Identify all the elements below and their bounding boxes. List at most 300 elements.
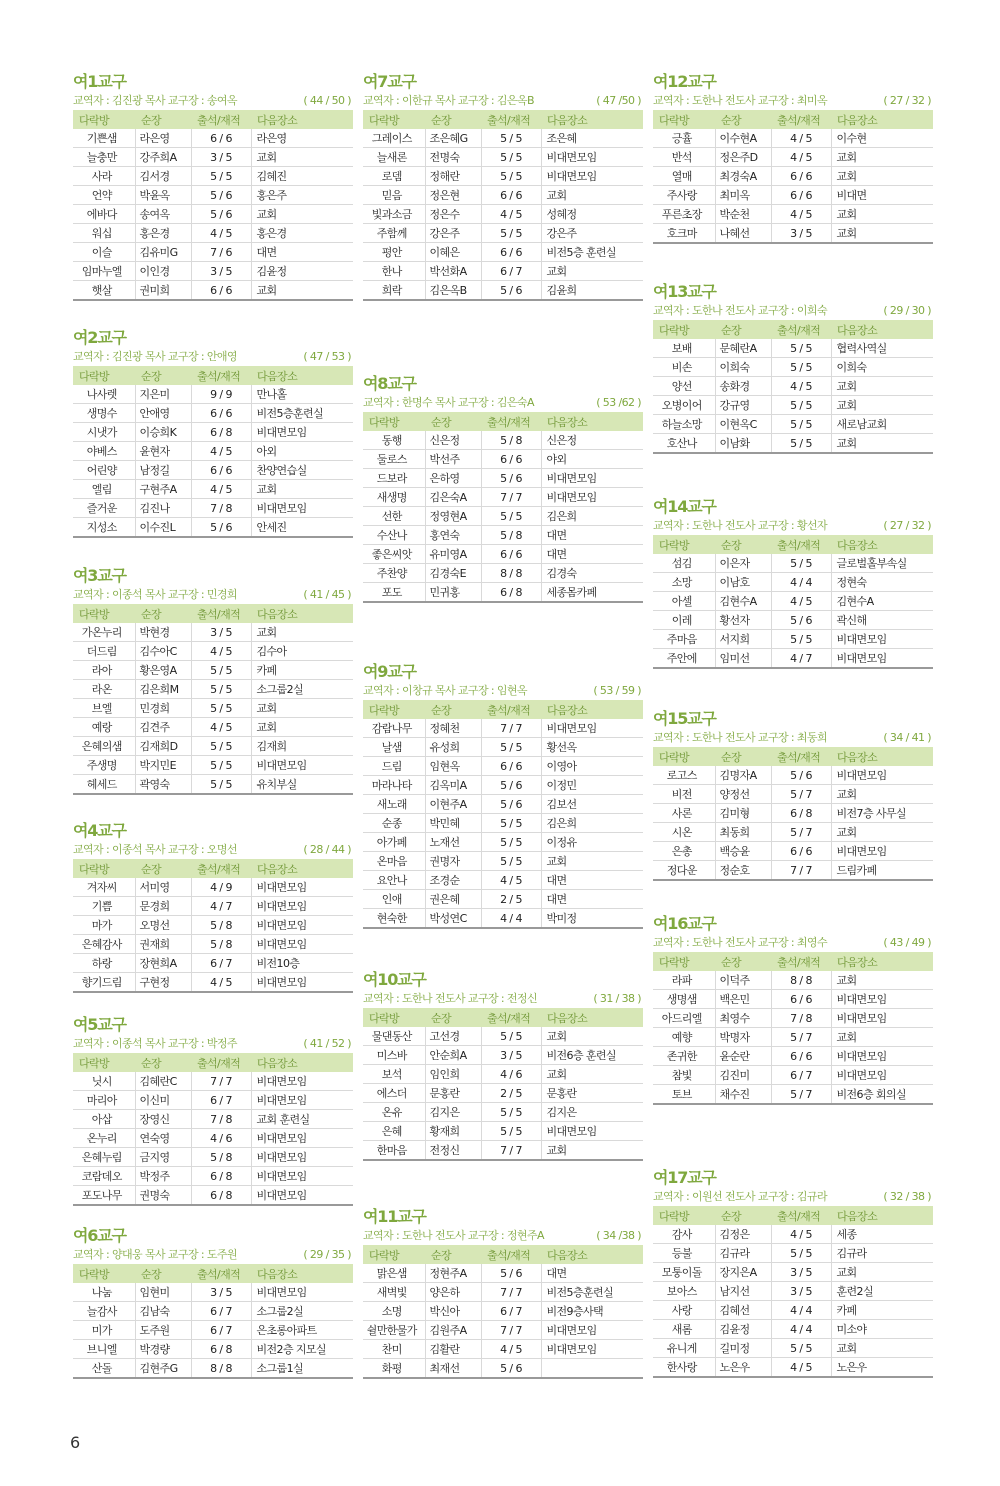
group-name-cell: 인애 <box>363 890 425 909</box>
group-name-cell: 모퉁이돌 <box>653 1263 715 1282</box>
table-header-cell: 출석/재적 <box>191 1053 251 1072</box>
table-row <box>363 526 643 545</box>
table-row <box>363 719 643 738</box>
leader-cell: 박선화A <box>425 262 481 281</box>
group-name-cell: 온유 <box>363 1103 425 1122</box>
group-name-cell: 선한 <box>363 507 425 526</box>
next-place-cell: 김경숙 <box>541 564 643 583</box>
attendance-cell: 5 / 7 <box>771 1028 831 1047</box>
next-place-cell: 김수아 <box>251 642 353 661</box>
group-name-cell: 은혜감사 <box>73 935 135 954</box>
next-place-cell: 교회 <box>251 480 353 499</box>
leader-cell: 최영수 <box>715 1009 771 1028</box>
attendance-cell: 2 / 5 <box>481 890 541 909</box>
group-name-cell: 야베스 <box>73 442 135 461</box>
table-header-cell: 다락방 <box>653 747 715 766</box>
district-staff: 교역자 : 양대웅 목사 교구장 : 도주원 <box>73 1248 237 1261</box>
next-place-cell: 비전9층사택 <box>541 1302 643 1321</box>
table-row <box>653 396 933 415</box>
leader-cell: 김진나 <box>135 499 191 518</box>
next-place-cell: 비대면모임 <box>831 990 933 1009</box>
attendance-cell: 6 / 6 <box>191 129 251 148</box>
group-name-cell: 향기드림 <box>73 973 135 993</box>
table-header-cell: 순장 <box>135 366 191 385</box>
attendance-cell: 8 / 8 <box>481 564 541 583</box>
district-title: 여6교구 <box>73 1226 126 1245</box>
table-header-cell: 다음장소 <box>831 110 933 129</box>
next-place-cell: 교회 <box>251 281 353 301</box>
group-name-cell: 임마누엘 <box>73 262 135 281</box>
group-name-cell: 로고스 <box>653 766 715 785</box>
group-name-cell: 쉴만한물가 <box>363 1321 425 1340</box>
district-staff: 교역자 : 김진광 목사 교구장 : 송여옥 <box>73 94 237 107</box>
table-row <box>73 1302 353 1321</box>
district-info <box>73 586 353 603</box>
district-table <box>653 952 933 1105</box>
leader-cell: 김지은 <box>425 1103 481 1122</box>
table-header-cell: 순장 <box>425 110 481 129</box>
next-place-cell: 비대면모임 <box>251 1072 353 1091</box>
attendance-cell: 3 / 5 <box>771 1263 831 1282</box>
attendance-cell: 3 / 5 <box>191 1283 251 1302</box>
leader-cell: 권은혜 <box>425 890 481 909</box>
table-row <box>363 167 643 186</box>
group-name-cell: 맑은샘 <box>363 1264 425 1283</box>
leader-cell: 박성연C <box>425 909 481 929</box>
group-name-cell: 소명 <box>363 1302 425 1321</box>
leader-cell: 정현주A <box>425 1264 481 1283</box>
next-place-cell: 비전5층 훈련실 <box>541 243 643 262</box>
next-place-cell: 교회 <box>831 1263 933 1282</box>
group-name-cell: 은혜 <box>363 1122 425 1141</box>
next-place-cell: 이희숙 <box>831 358 933 377</box>
next-place-cell: 대면 <box>541 871 643 890</box>
attendance-cell: 6 / 6 <box>481 243 541 262</box>
next-place-cell: 비대면모임 <box>831 842 933 861</box>
table-row <box>653 167 933 186</box>
table-row <box>73 423 353 442</box>
leader-cell: 정은현 <box>425 186 481 205</box>
table-row <box>363 488 643 507</box>
table-row <box>653 554 933 573</box>
next-place-cell: 황선옥 <box>541 738 643 757</box>
table-row <box>363 1359 643 1379</box>
attendance-cell: 7 / 7 <box>481 1141 541 1161</box>
attendance-cell: 4 / 5 <box>771 1225 831 1244</box>
district-title: 여4교구 <box>73 821 126 840</box>
attendance-cell: 5 / 6 <box>481 281 541 301</box>
next-place-cell: 훈련2실 <box>831 1282 933 1301</box>
group-name-cell: 은혜의샘 <box>73 737 135 756</box>
table-row <box>363 1046 643 1065</box>
group-name-cell: 감람나무 <box>363 719 425 738</box>
group-name-cell: 한나 <box>363 262 425 281</box>
next-place-cell: 은초롱아파트 <box>251 1321 353 1340</box>
table-header-cell: 다음장소 <box>251 604 353 623</box>
group-name-cell: 사론 <box>653 804 715 823</box>
district-block <box>73 821 353 993</box>
group-name-cell: 새롬 <box>653 1320 715 1339</box>
district-block <box>363 970 643 1161</box>
next-place-cell: 비전10층 <box>251 954 353 973</box>
table-header-cell: 출석/재적 <box>191 604 251 623</box>
attendance-cell: 4 / 5 <box>771 129 831 148</box>
table-header-cell: 출석/재적 <box>481 412 541 431</box>
attendance-cell: 5 / 8 <box>191 935 251 954</box>
leader-cell: 정은수 <box>425 205 481 224</box>
table-header-row <box>73 1053 353 1072</box>
attendance-cell: 5 / 5 <box>481 1027 541 1046</box>
table-row <box>653 224 933 244</box>
table-row <box>73 1186 353 1206</box>
attendance-cell: 6 / 7 <box>191 1321 251 1340</box>
table-row <box>653 804 933 823</box>
next-place-cell: 비대면모임 <box>541 469 643 488</box>
attendance-cell: 4 / 5 <box>191 642 251 661</box>
attendance-cell: 7 / 7 <box>191 1072 251 1091</box>
leader-cell: 라은영 <box>135 129 191 148</box>
next-place-cell: 김은희 <box>541 814 643 833</box>
attendance-cell: 6 / 8 <box>771 804 831 823</box>
leader-cell: 구현정 <box>135 973 191 993</box>
table-row <box>653 377 933 396</box>
attendance-cell: 4 / 7 <box>191 897 251 916</box>
district-info <box>73 1035 353 1052</box>
attendance-cell: 5 / 6 <box>481 776 541 795</box>
attendance-cell: 4 / 7 <box>771 649 831 669</box>
leader-cell: 유미영A <box>425 545 481 564</box>
table-header-row <box>73 1264 353 1283</box>
group-name-cell: 산돌 <box>73 1359 135 1379</box>
leader-cell: 최동희 <box>715 823 771 842</box>
attendance-cell: 5 / 5 <box>191 756 251 775</box>
next-place-cell: 비대면모임 <box>831 649 933 669</box>
district-count: ( 28 / 44 ) <box>303 843 351 856</box>
attendance-cell: 5 / 6 <box>481 469 541 488</box>
table-row <box>73 973 353 993</box>
table-header-cell: 다음장소 <box>831 320 933 339</box>
leader-cell: 박경량 <box>135 1340 191 1359</box>
table-row <box>363 243 643 262</box>
table-row <box>653 592 933 611</box>
group-name-cell: 새노래 <box>363 795 425 814</box>
attendance-cell: 4 / 6 <box>481 1065 541 1084</box>
group-name-cell: 새벽빛 <box>363 1283 425 1302</box>
attendance-cell: 4 / 4 <box>771 573 831 592</box>
attendance-cell: 5 / 5 <box>191 167 251 186</box>
table-header-cell: 다음장소 <box>831 535 933 554</box>
leader-cell: 김경숙E <box>425 564 481 583</box>
leader-cell: 김미형 <box>715 804 771 823</box>
table-row <box>73 167 353 186</box>
leader-cell: 박민혜 <box>425 814 481 833</box>
attendance-cell: 5 / 5 <box>191 699 251 718</box>
district-table <box>363 110 643 301</box>
table-header-cell: 순장 <box>715 535 771 554</box>
group-name-cell: 그레이스 <box>363 129 425 148</box>
leader-cell: 조은혜G <box>425 129 481 148</box>
table-header-cell: 다락방 <box>653 535 715 554</box>
next-place-cell: 교회 <box>541 186 643 205</box>
next-place-cell: 비전6층 훈련실 <box>541 1046 643 1065</box>
leader-cell: 장영신 <box>135 1110 191 1129</box>
district-info <box>363 92 643 109</box>
table-header-cell: 다락방 <box>363 412 425 431</box>
leader-cell: 박선주 <box>425 450 481 469</box>
table-row <box>653 1358 933 1378</box>
district-block <box>73 566 353 795</box>
attendance-cell: 5 / 5 <box>481 148 541 167</box>
district-title: 여10교구 <box>363 970 426 989</box>
group-name-cell: 하랑 <box>73 954 135 973</box>
leader-cell: 김남숙 <box>135 1302 191 1321</box>
district-staff: 교역자 : 도한나 전도사 교구장 : 황선자 <box>653 519 827 532</box>
leader-cell: 전정신 <box>425 1141 481 1161</box>
district-table <box>73 859 353 993</box>
leader-cell: 최경숙A <box>715 167 771 186</box>
next-place-cell <box>541 1359 643 1379</box>
attendance-cell: 7 / 8 <box>191 499 251 518</box>
group-name-cell: 라온 <box>73 680 135 699</box>
leader-cell: 이인경 <box>135 262 191 281</box>
district-block <box>363 72 643 301</box>
leader-cell: 임현미 <box>135 1283 191 1302</box>
table-header-row <box>73 110 353 129</box>
attendance-cell: 4 / 6 <box>191 1129 251 1148</box>
next-place-cell: 비대면모임 <box>251 756 353 775</box>
table-row <box>363 890 643 909</box>
table-row <box>73 775 353 795</box>
district-table <box>73 1053 353 1206</box>
group-name-cell: 호산나 <box>653 434 715 454</box>
table-header-cell: 다락방 <box>73 1264 135 1283</box>
attendance-cell: 6 / 7 <box>481 1302 541 1321</box>
next-place-cell: 교회 <box>831 167 933 186</box>
table-header-cell: 순장 <box>715 110 771 129</box>
table-row <box>73 1129 353 1148</box>
next-place-cell: 대면 <box>251 243 353 262</box>
group-name-cell: 나눔 <box>73 1283 135 1302</box>
next-place-cell: 곽신해 <box>831 611 933 630</box>
district-staff: 교역자 : 도한나 전도사 교구장 : 정현주A <box>363 1229 544 1242</box>
leader-cell: 조경순 <box>425 871 481 890</box>
leader-cell: 윤현자 <box>135 442 191 461</box>
table-row <box>363 507 643 526</box>
next-place-cell: 김보선 <box>541 795 643 814</box>
table-row <box>653 186 933 205</box>
group-name-cell: 겨자씨 <box>73 878 135 897</box>
table-header-cell: 출석/재적 <box>771 952 831 971</box>
leader-cell: 지은미 <box>135 385 191 404</box>
attendance-cell: 6 / 6 <box>481 545 541 564</box>
attendance-cell: 5 / 5 <box>481 852 541 871</box>
leader-cell: 이혜은 <box>425 243 481 262</box>
leader-cell: 황재희 <box>425 1122 481 1141</box>
table-header-cell: 다락방 <box>363 1245 425 1264</box>
attendance-cell: 4 / 5 <box>771 377 831 396</box>
district-staff: 교역자 : 도한나 전도사 교구장 : 최동희 <box>653 731 827 744</box>
leader-cell: 유성희 <box>425 738 481 757</box>
group-name-cell: 헤세드 <box>73 775 135 795</box>
leader-cell: 김옥미A <box>425 776 481 795</box>
district-table <box>73 1264 353 1379</box>
table-header-cell: 출석/재적 <box>481 1245 541 1264</box>
group-name-cell: 물댄동산 <box>363 1027 425 1046</box>
district-info <box>653 934 933 951</box>
attendance-cell: 6 / 7 <box>191 954 251 973</box>
leader-cell: 노재선 <box>425 833 481 852</box>
next-place-cell: 비대면모임 <box>251 499 353 518</box>
attendance-cell: 6 / 7 <box>191 1302 251 1321</box>
leader-cell: 이남호 <box>715 573 771 592</box>
leader-cell: 박현경 <box>135 623 191 642</box>
district-block <box>73 1226 353 1379</box>
table-header-cell: 순장 <box>135 859 191 878</box>
table-header-row <box>73 859 353 878</box>
next-place-cell: 대면 <box>541 1264 643 1283</box>
group-name-cell: 보배 <box>653 339 715 358</box>
next-place-cell: 정현숙 <box>831 573 933 592</box>
group-name-cell: 드보라 <box>363 469 425 488</box>
table-row <box>73 129 353 148</box>
table-header-row <box>653 110 933 129</box>
attendance-cell: 4 / 4 <box>481 909 541 929</box>
table-header-row <box>653 320 933 339</box>
attendance-cell: 6 / 7 <box>481 262 541 281</box>
district-staff: 교역자 : 도한나 전도사 교구장 : 최영수 <box>653 936 827 949</box>
district-block <box>73 1015 353 1206</box>
table-row <box>73 442 353 461</box>
next-place-cell: 세종 <box>831 1225 933 1244</box>
table-row <box>653 1047 933 1066</box>
attendance-cell: 3 / 5 <box>191 148 251 167</box>
table-row <box>363 129 643 148</box>
next-place-cell: 문홍란 <box>541 1084 643 1103</box>
table-row <box>653 1339 933 1358</box>
group-name-cell: 정다운 <box>653 861 715 881</box>
attendance-cell: 8 / 8 <box>771 971 831 990</box>
next-place-cell: 조은혜 <box>541 129 643 148</box>
table-row <box>653 415 933 434</box>
district-count: ( 34 /38 ) <box>596 1229 641 1242</box>
table-row <box>653 358 933 377</box>
table-header-cell: 순장 <box>715 320 771 339</box>
leader-cell: 곽영숙 <box>135 775 191 795</box>
leader-cell: 이현주A <box>425 795 481 814</box>
district-block <box>73 72 353 301</box>
attendance-cell: 5 / 8 <box>191 916 251 935</box>
table-header-cell: 다음장소 <box>251 366 353 385</box>
next-place-cell: 김규라 <box>831 1244 933 1263</box>
table-header-cell: 다음장소 <box>831 747 933 766</box>
table-row <box>363 738 643 757</box>
district-count: ( 44 / 50 ) <box>303 94 351 107</box>
group-name-cell: 기쁨 <box>73 897 135 916</box>
attendance-cell: 5 / 5 <box>481 507 541 526</box>
next-place-cell: 비대면모임 <box>251 1186 353 1206</box>
table-header-cell: 순장 <box>715 747 771 766</box>
group-name-cell: 비손 <box>653 358 715 377</box>
table-row <box>73 404 353 423</box>
group-name-cell: 순종 <box>363 814 425 833</box>
attendance-cell: 5 / 5 <box>771 554 831 573</box>
group-name-cell: 이슬 <box>73 243 135 262</box>
district-title: 여14교구 <box>653 497 716 516</box>
group-name-cell: 지성소 <box>73 518 135 538</box>
next-place-cell: 비대면모임 <box>541 488 643 507</box>
attendance-cell: 6 / 6 <box>771 186 831 205</box>
district-table <box>363 700 643 929</box>
next-place-cell: 안세진 <box>251 518 353 538</box>
next-place-cell: 교회 <box>541 1141 643 1161</box>
group-name-cell: 소망 <box>653 573 715 592</box>
leader-cell: 정영현A <box>425 507 481 526</box>
next-place-cell: 교회 <box>831 396 933 415</box>
group-name-cell: 시온 <box>653 823 715 842</box>
group-name-cell: 사랑 <box>653 1301 715 1320</box>
leader-cell: 김현수A <box>715 592 771 611</box>
district-info <box>363 682 643 699</box>
district-info <box>73 1246 353 1263</box>
next-place-cell: 성혜정 <box>541 205 643 224</box>
attendance-cell: 5 / 6 <box>771 766 831 785</box>
table-row <box>363 852 643 871</box>
table-header-cell: 다락방 <box>73 366 135 385</box>
table-header-cell: 출석/재적 <box>481 110 541 129</box>
district-staff: 교역자 : 도한나 전도사 교구장 : 최미옥 <box>653 94 827 107</box>
attendance-cell: 5 / 8 <box>191 1148 251 1167</box>
group-name-cell: 하늘소망 <box>653 415 715 434</box>
leader-cell: 송여옥 <box>135 205 191 224</box>
table-row <box>363 1065 643 1084</box>
district-info <box>73 841 353 858</box>
group-name-cell: 어린양 <box>73 461 135 480</box>
group-name-cell: 아삽 <box>73 1110 135 1129</box>
table-row <box>73 756 353 775</box>
next-place-cell: 교회 <box>831 148 933 167</box>
table-row <box>73 1321 353 1340</box>
leader-cell: 남정길 <box>135 461 191 480</box>
attendance-cell: 5 / 7 <box>771 1085 831 1105</box>
next-place-cell: 비전6층 회의실 <box>831 1085 933 1105</box>
district-staff: 교역자 : 도한나 전도사 교구장 : 전정신 <box>363 992 537 1005</box>
leader-cell: 이현옥C <box>715 415 771 434</box>
table-header-cell: 출석/재적 <box>771 747 831 766</box>
district-title: 여3교구 <box>73 566 126 585</box>
table-row <box>653 1301 933 1320</box>
district-count: ( 27 / 32 ) <box>883 519 931 532</box>
table-row <box>653 1263 933 1282</box>
attendance-cell: 5 / 5 <box>481 814 541 833</box>
next-place-cell: 교회 <box>831 434 933 454</box>
district-block <box>653 1168 933 1378</box>
leader-cell: 박명자 <box>715 1028 771 1047</box>
district-staff: 교역자 : 김진광 목사 교구장 : 안애영 <box>73 350 237 363</box>
district-count: ( 31 / 38 ) <box>593 992 641 1005</box>
attendance-cell: 3 / 5 <box>481 1046 541 1065</box>
next-place-cell: 김혜진 <box>251 167 353 186</box>
group-name-cell: 찬미 <box>363 1340 425 1359</box>
leader-cell: 이수진L <box>135 518 191 538</box>
next-place-cell: 유치부실 <box>251 775 353 795</box>
leader-cell: 홍연숙 <box>425 526 481 545</box>
attendance-cell: 5 / 5 <box>481 833 541 852</box>
group-name-cell: 미가 <box>73 1321 135 1340</box>
leader-cell: 김진미 <box>715 1066 771 1085</box>
attendance-cell: 4 / 5 <box>481 1340 541 1359</box>
leader-cell: 김유미G <box>135 243 191 262</box>
group-name-cell: 등불 <box>653 1244 715 1263</box>
